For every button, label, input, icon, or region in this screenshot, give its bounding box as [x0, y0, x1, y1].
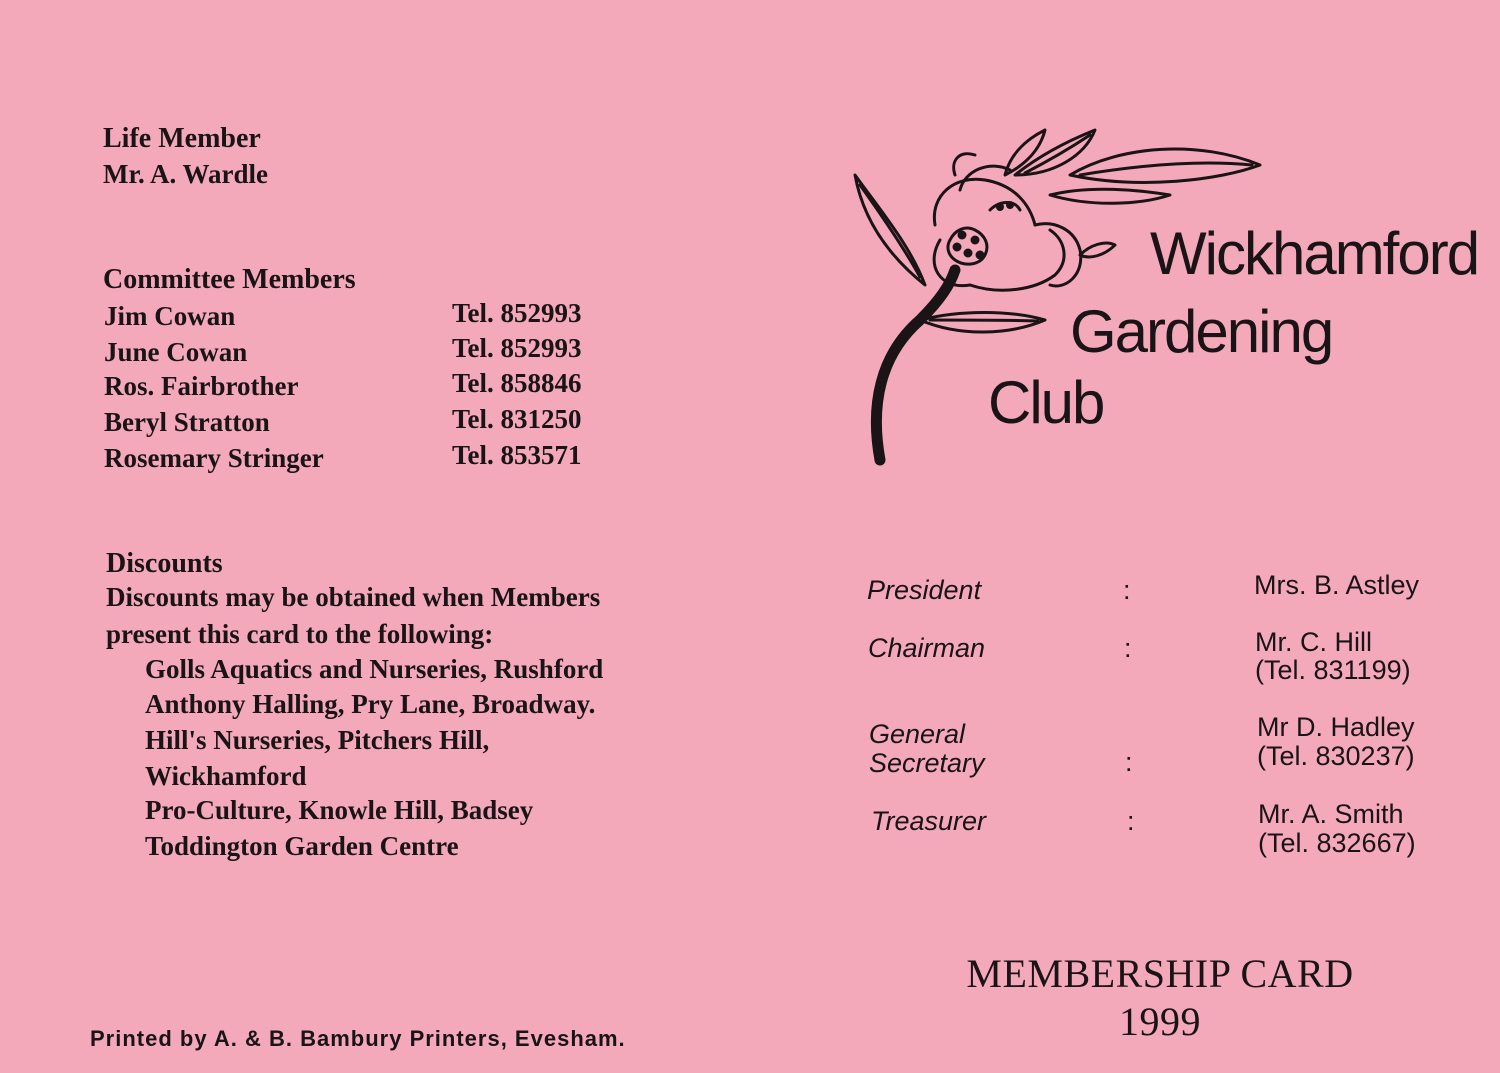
officer-role: Chairman	[868, 633, 986, 663]
officer-tel: (Tel. 832667)	[1258, 828, 1416, 858]
officer-role: Treasurer	[871, 806, 987, 836]
officer-colon: :	[1124, 633, 1132, 663]
card-title: MEMBERSHIP CARD	[966, 951, 1354, 996]
officer-name: Mrs. B. Astley	[1254, 570, 1420, 600]
life-member-name: Mr. A. Wardle	[103, 159, 269, 189]
card-year: 1999	[1119, 999, 1201, 1044]
officer-role: General	[869, 719, 966, 749]
club-title-line1: Wickhamford	[1150, 220, 1479, 287]
committee-member-tel: Tel. 858846	[452, 368, 582, 398]
officer-name: Mr. A. Smith	[1258, 799, 1404, 829]
printer-credit: Printed by A. & B. Bambury Printers, Evesham.	[90, 1026, 626, 1051]
discount-partner: Golls Aquatics and Nurseries, Rushford	[145, 654, 604, 684]
committee-heading: Committee Members	[103, 264, 356, 295]
officer-colon: :	[1127, 806, 1135, 836]
life-member-heading: Life Member	[103, 123, 261, 154]
committee-member-name: Rosemary Stringer	[104, 443, 324, 473]
officer-tel: (Tel. 830237)	[1257, 741, 1415, 771]
officer-tel: (Tel. 831199)	[1255, 655, 1411, 685]
committee-member-name: Ros. Fairbrother	[104, 371, 299, 401]
committee-member-tel: Tel. 831250	[452, 404, 582, 434]
officer-name: Mr. C. Hill	[1255, 627, 1372, 657]
discount-partner: Pro-Culture, Knowle Hill, Badsey	[145, 795, 534, 825]
officer-role: President	[867, 575, 982, 605]
officer-colon: :	[1125, 747, 1133, 777]
discount-partner: Toddington Garden Centre	[145, 831, 459, 861]
discount-partner: Anthony Halling, Pry Lane, Broadway.	[145, 689, 596, 719]
club-title-line2: Gardening	[1070, 298, 1333, 365]
committee-member-name: June Cowan	[104, 337, 248, 367]
officer-colon: :	[1123, 575, 1131, 605]
discounts-heading: Discounts	[106, 548, 223, 579]
committee-member-tel: Tel. 852993	[452, 298, 582, 328]
discounts-intro: Discounts may be obtained when Members	[106, 582, 601, 612]
committee-member-tel: Tel. 853571	[452, 440, 582, 470]
officer-role: Secretary	[869, 748, 985, 778]
discount-partner: Wickhamford	[145, 761, 307, 791]
discounts-intro: present this card to the following:	[106, 619, 494, 649]
committee-member-name: Jim Cowan	[104, 301, 236, 331]
officer-name: Mr D. Hadley	[1257, 712, 1415, 742]
club-title-line3: Club	[988, 369, 1104, 436]
discount-partner: Hill's Nurseries, Pitchers Hill,	[145, 725, 490, 755]
committee-member-name: Beryl Stratton	[104, 407, 270, 437]
committee-member-tel: Tel. 852993	[452, 333, 582, 363]
